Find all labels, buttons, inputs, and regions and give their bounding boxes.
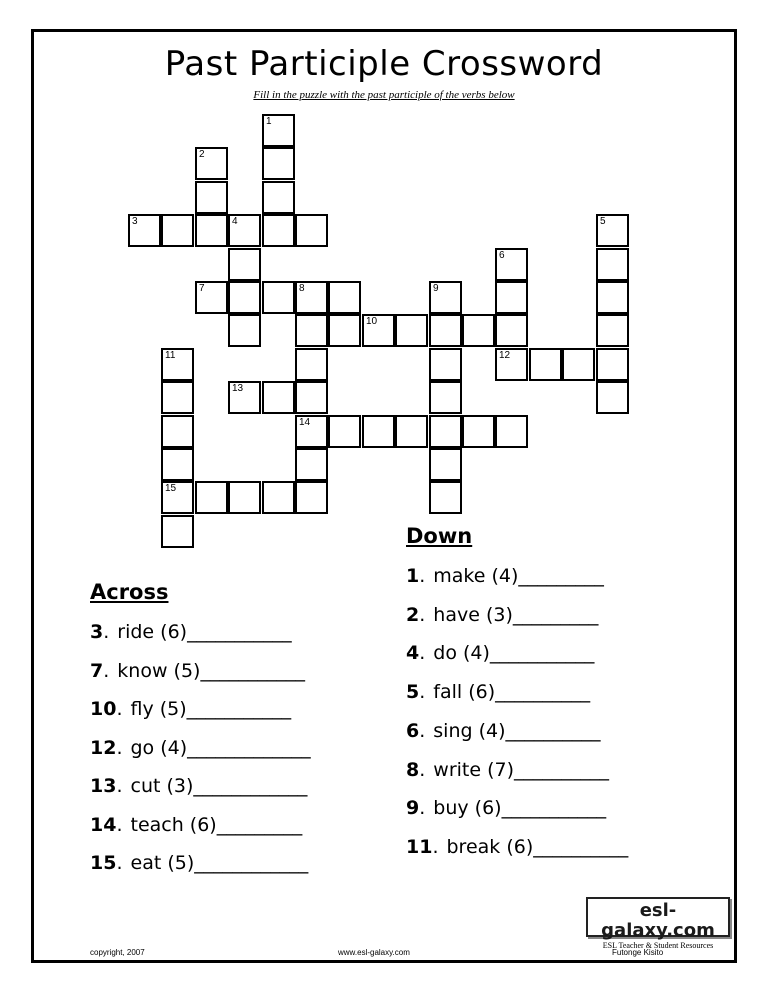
instructions: Fill in the puzzle with the past participle of the verbs below — [253, 89, 515, 101]
clue-separator: . — [116, 775, 123, 797]
grid-cell — [161, 448, 194, 481]
across-clue-14 — [90, 814, 302, 836]
down-clue-8 — [406, 759, 609, 781]
clue-number-9: 9 — [433, 283, 439, 294]
clue-separator: . — [432, 836, 439, 858]
clue-text: fly (5)___________ — [130, 698, 292, 720]
clue-separator: . — [116, 852, 123, 874]
grid-cell — [462, 415, 495, 448]
clue-number-4: 4 — [232, 216, 238, 227]
clue-separator: . — [103, 621, 110, 643]
clue-separator: . — [116, 814, 123, 836]
clue-text: make (4)_________ — [433, 565, 604, 587]
clue-number: 3 — [90, 621, 104, 643]
across-clue-10 — [90, 698, 291, 720]
clue-number-15: 15 — [165, 483, 177, 494]
clue-separator: . — [419, 681, 426, 703]
clue-number: 7 — [90, 660, 104, 682]
clue-text: buy (6)___________ — [433, 797, 607, 819]
clue-separator: . — [419, 604, 426, 626]
across-heading: Across — [90, 580, 169, 604]
clue-number-13: 13 — [232, 383, 244, 394]
grid-cell — [195, 481, 228, 514]
grid-cell — [328, 314, 361, 347]
grid-cell — [596, 381, 629, 414]
clue-number-7: 7 — [199, 283, 205, 294]
logo-tagline: ESL Teacher & Student Resources — [602, 941, 714, 950]
clue-text: write (7)__________ — [433, 759, 610, 781]
clue-text: know (5)___________ — [117, 660, 305, 682]
grid-cell — [495, 314, 528, 347]
footer-url: www.esl-galaxy.com — [338, 948, 410, 957]
clue-separator: . — [419, 797, 426, 819]
clue-number: 5 — [406, 681, 420, 703]
grid-cell — [161, 515, 194, 548]
clue-number-3: 3 — [132, 216, 138, 227]
clue-number: 8 — [406, 759, 420, 781]
clue-text: do (4)___________ — [433, 642, 595, 664]
clue-text: eat (5)____________ — [130, 852, 309, 874]
grid-cell — [529, 348, 562, 381]
clue-separator: . — [116, 698, 123, 720]
clue-text: break (6)__________ — [446, 836, 629, 858]
down-clue-9 — [406, 797, 606, 819]
grid-cell — [228, 281, 261, 314]
grid-cell — [429, 415, 462, 448]
clue-number-2: 2 — [199, 149, 205, 160]
down-clue-2 — [406, 604, 598, 626]
down-clue-6 — [406, 720, 601, 742]
grid-cell — [195, 214, 228, 247]
clue-number-12: 12 — [499, 350, 511, 361]
grid-cell — [295, 214, 328, 247]
down-clue-1 — [406, 565, 604, 587]
footer-copyright: copyright, 2007 — [90, 948, 145, 957]
grid-cell — [328, 415, 361, 448]
down-clue-5 — [406, 681, 590, 703]
grid-cell — [262, 281, 295, 314]
grid-cell — [262, 381, 295, 414]
footer-author: Futonge Kisito — [612, 948, 664, 957]
grid-cell — [562, 348, 595, 381]
clue-text: cut (3)____________ — [130, 775, 308, 797]
grid-cell — [429, 314, 462, 347]
grid-cell — [395, 415, 428, 448]
grid-cell — [429, 448, 462, 481]
grid-cell — [362, 415, 395, 448]
clue-number-1: 1 — [266, 116, 272, 127]
grid-cell — [262, 481, 295, 514]
grid-cell — [161, 415, 194, 448]
clue-separator: . — [419, 642, 426, 664]
clue-text: fall (6)__________ — [433, 681, 591, 703]
clue-text: ride (6)___________ — [117, 621, 292, 643]
grid-cell — [161, 381, 194, 414]
clue-number: 13 — [90, 775, 117, 797]
grid-cell — [395, 314, 428, 347]
grid-cell — [295, 314, 328, 347]
grid-cell — [228, 248, 261, 281]
grid-cell — [262, 181, 295, 214]
page-title: Past Participle Crossword — [164, 44, 604, 84]
grid-cell — [495, 415, 528, 448]
esl-galaxy-logo — [586, 897, 730, 950]
clue-text: teach (6)_________ — [130, 814, 303, 836]
clue-separator: . — [419, 759, 426, 781]
clue-number-11: 11 — [165, 350, 176, 361]
clue-separator: . — [103, 660, 110, 682]
clue-text: sing (4)__________ — [433, 720, 601, 742]
clue-number: 1 — [406, 565, 420, 587]
clue-text: go (4)_____________ — [130, 737, 311, 759]
clue-number: 12 — [90, 737, 117, 759]
grid-cell — [228, 481, 261, 514]
grid-cell — [295, 348, 328, 381]
down-heading: Down — [406, 524, 473, 548]
across-clue-3 — [90, 621, 292, 643]
down-clue-4 — [406, 642, 594, 664]
clue-separator: . — [419, 565, 426, 587]
across-clue-12 — [90, 737, 311, 759]
grid-cell — [596, 248, 629, 281]
across-clue-7 — [90, 660, 305, 682]
clue-number-8: 8 — [299, 283, 305, 294]
clue-number: 11 — [406, 836, 433, 858]
clue-number: 10 — [90, 698, 117, 720]
grid-cell — [429, 381, 462, 414]
clue-number: 9 — [406, 797, 420, 819]
grid-cell — [596, 281, 629, 314]
down-clue-11 — [406, 836, 628, 858]
clue-number-10: 10 — [366, 316, 378, 327]
grid-cell — [195, 181, 228, 214]
clue-number: 14 — [90, 814, 117, 836]
grid-cell — [429, 348, 462, 381]
grid-cell — [495, 281, 528, 314]
clue-separator: . — [116, 737, 123, 759]
grid-cell — [295, 448, 328, 481]
clue-text: have (3)_________ — [433, 604, 599, 626]
clue-number-6: 6 — [499, 250, 505, 261]
clue-number: 2 — [406, 604, 420, 626]
grid-cell — [295, 481, 328, 514]
grid-cell — [161, 214, 194, 247]
clue-number: 4 — [406, 642, 420, 664]
clue-number: 6 — [406, 720, 420, 742]
across-clue-13 — [90, 775, 307, 797]
clue-separator: . — [419, 720, 426, 742]
grid-cell — [262, 147, 295, 180]
grid-cell — [228, 314, 261, 347]
grid-cell — [596, 314, 629, 347]
grid-cell — [462, 314, 495, 347]
grid-cell — [262, 214, 295, 247]
grid-cell — [429, 481, 462, 514]
grid-cell — [328, 281, 361, 314]
grid-cell — [295, 381, 328, 414]
clue-number-5: 5 — [600, 216, 606, 227]
logo-text: esl-galaxy.com — [601, 900, 715, 941]
clue-number: 15 — [90, 852, 117, 874]
across-clue-15 — [90, 852, 308, 874]
clue-number-14: 14 — [299, 417, 311, 428]
grid-cell — [596, 348, 629, 381]
